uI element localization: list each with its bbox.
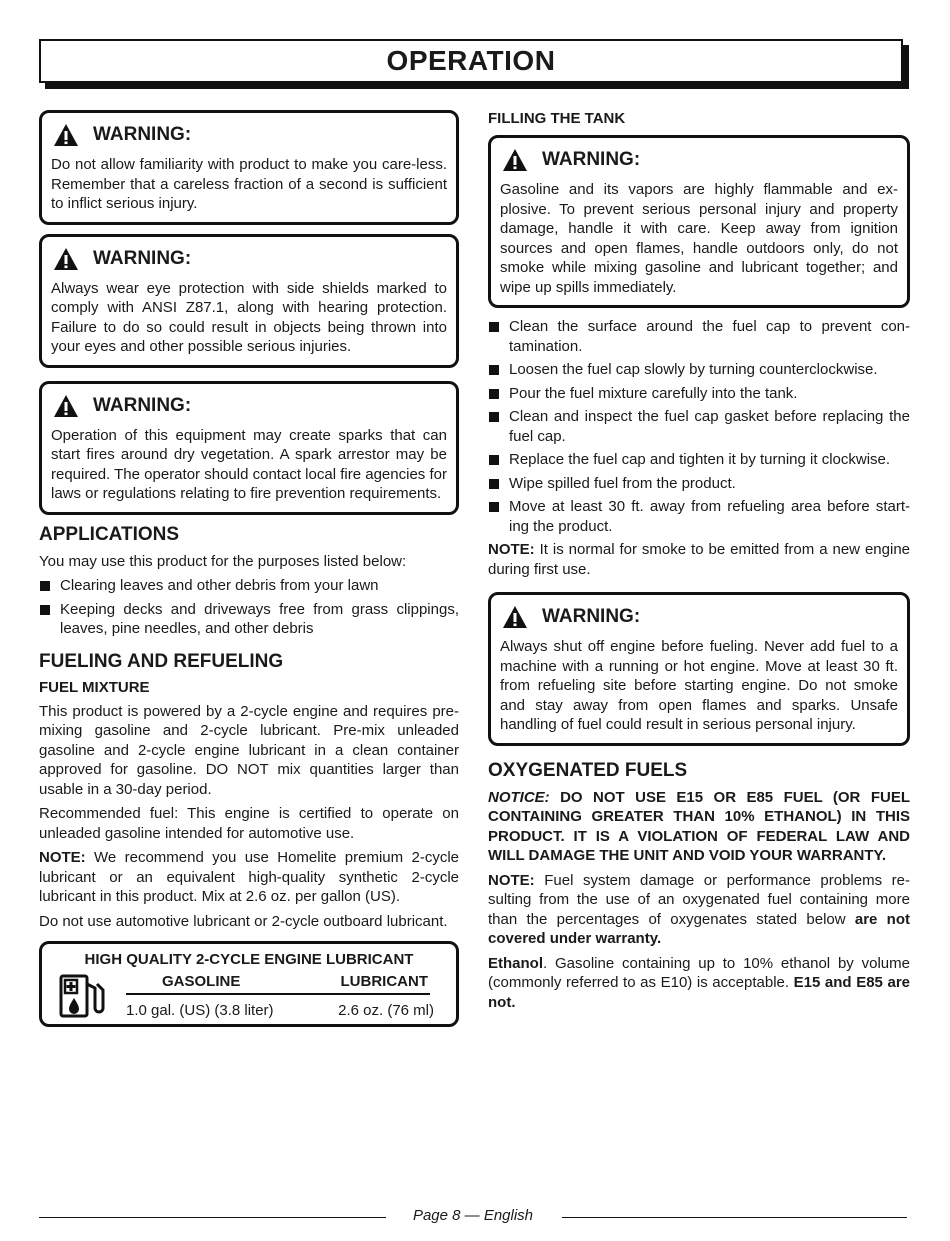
- fuel-pump-icon: [59, 974, 111, 1018]
- notice-label: NOTICE:: [488, 788, 550, 806]
- filling-steps-list: [488, 317, 910, 536]
- list-item: Loosen the fuel cap slowly by turning counterclockwise.: [488, 360, 910, 380]
- column-header-lubricant: LUBRICANT: [340, 973, 428, 990]
- note-text: We recommend you use Homelite premium 2-cycle lubricant or an equivalent high-quality synthetic 2-cycle lubricant in this product. Mix at 2.6 oz. per gallon (US).: [39, 849, 459, 905]
- list-item: Clean and inspect the fuel cap gasket before replacing the fuel cap.: [488, 407, 910, 446]
- recommended-fuel-paragraph: Recommended fuel: This engine is certified to operate on unleaded gasoline intended for automotive use.: [39, 805, 459, 842]
- applications-heading: APPLICATIONS: [39, 523, 180, 545]
- note-paragraph: [488, 540, 910, 579]
- warning-triangle-icon: [53, 394, 79, 418]
- page-title: OPERATION: [39, 39, 903, 83]
- warning-box-sparks: [39, 381, 459, 515]
- note-label: NOTE:: [488, 871, 535, 889]
- fuel-mixture-paragraph: This product is powered by a 2-cycle engine and requires pre-mixing gasoline and 2-cycle lubricant. Pre-mix unleaded gasoline and 2-cycle engine lubricant in a clean container approved for gasoline. DO NOT mix quantities larger than usable in a 30-day period.: [39, 702, 459, 798]
- lubricant-caution-paragraph: Do not use automotive lubricant or 2-cycle outboard lubricant.: [39, 912, 448, 930]
- oxygenated-note-paragraph: [488, 871, 910, 949]
- ethanol-bold-text: E15 and E85 are not.: [488, 974, 910, 1011]
- list-item: Clearing leaves and other debris from your lawn: [39, 576, 459, 596]
- operation-banner: [39, 39, 903, 83]
- warning-text: Gasoline and its vapors are highly flammable and ex-plosive. To prevent serious personal injury and property damage, handle it with care. Keep away from ignition sources and open flames, handle outdoors only, do not smoke while mixing gasoline and lubricant together; and wipe up spills immediately.: [500, 181, 898, 296]
- list-item: Pour the fuel mixture carefully into the tank.: [488, 384, 910, 404]
- warning-text: Do not allow familiarity with product to make you care-less. Remember that a careless fraction of a second is sufficient to inflict serious injury.: [51, 156, 447, 212]
- fuel-mixture-subheading: FUEL MIXTURE: [39, 678, 150, 696]
- note-label: NOTE:: [488, 541, 535, 558]
- warning-label: WARNING:: [93, 124, 192, 145]
- warning-text: Operation of this equipment may create sparks that can start fires around dry vegetation. A spark arrestor may be required. The operator should contact local fire agencies for laws or regulations relating to fire prevention requirements.: [51, 426, 447, 502]
- warning-label: WARNING:: [93, 247, 192, 269]
- ethanol-text: . Gasoline containing up to 10% ethanol by volume (commonly referred to as E10) is acceptable.: [488, 954, 910, 991]
- applications-list: [39, 576, 459, 639]
- warning-box-gasoline: [488, 135, 910, 308]
- lubricant-table-header: [126, 973, 430, 995]
- right-column: [488, 108, 910, 1017]
- warning-text: Always wear eye protection with side shields marked to comply with ANSI Z87.1, along with hearing protection. Failure to do so could result in objects being thrown into your eyes and other possible serious injuries.: [51, 279, 447, 355]
- warning-label: WARNING:: [93, 394, 192, 416]
- warning-box-shut-off-engine: [488, 592, 910, 746]
- note-text: It is normal for smoke to be emitted from a new engine during first use.: [488, 541, 910, 578]
- warning-triangle-icon: [53, 123, 79, 147]
- gasoline-value: 1.0 gal. (US) (3.8 liter): [126, 1002, 274, 1019]
- list-item: Move at least 30 ft. away from refueling area before start-ing the product.: [488, 497, 910, 536]
- filling-tank-heading: FILLING THE TANK: [488, 110, 626, 127]
- warning-label: WARNING:: [542, 606, 641, 627]
- list-item: Wipe spilled fuel from the product.: [488, 474, 910, 494]
- list-item: Replace the fuel cap and tighten it by turning it clockwise.: [488, 450, 910, 470]
- warning-triangle-icon: [53, 247, 79, 271]
- left-column: [39, 110, 459, 1027]
- list-item: Keeping decks and driveways free from grass clippings, leaves, pine needles, and other debris: [39, 600, 459, 639]
- lubricant-table-box: [39, 941, 459, 1027]
- footer-rule-right: [562, 1217, 907, 1218]
- page-number: Page 8 — English: [412, 1207, 534, 1224]
- note-paragraph: [39, 848, 459, 907]
- ethanol-label: Ethanol: [488, 954, 543, 972]
- ethanol-paragraph: [488, 954, 910, 1013]
- note-text: Fuel system damage or performance problems re-sulting from the use of an oxygenated fuel containing more than the percentages of oxygenates stated below: [488, 871, 910, 928]
- column-header-gasoline: GASOLINE: [162, 973, 241, 990]
- notice-paragraph: [488, 788, 910, 866]
- note-label: NOTE:: [39, 849, 86, 866]
- oxygenated-fuels-heading: OXYGENATED FUELS: [488, 759, 688, 781]
- list-item: Clean the surface around the fuel cap to prevent con-tamination.: [488, 317, 910, 356]
- notice-text: DO NOT USE E15 OR E85 FUEL (OR FUEL CONTAINING GREATER THAN 10% ETHANOL) IN THIS PRODUCT. IT IS A VIOLATION OF FEDERAL LAW AND WILL DAMAGE THE UNIT AND VOID YOUR WARRANTY.: [488, 788, 910, 864]
- warning-triangle-icon: [502, 148, 528, 172]
- warning-text: Always shut off engine before fueling. Never add fuel to a machine with a running or hot engine. Move at least 30 ft. from refueling site before starting engine. Do not smoke and stay away from open flames and sparks. Unsafe handling of fuel could result in serious personal injury.: [500, 638, 898, 733]
- warning-box-familiarity: [39, 110, 459, 225]
- fueling-heading: FUELING AND REFUELING: [39, 650, 284, 672]
- lubricant-table-title: HIGH QUALITY 2-CYCLE ENGINE LUBRICANT: [84, 951, 414, 968]
- page-footer: [39, 1206, 907, 1226]
- note-bold-text: are not covered under warranty.: [488, 910, 910, 947]
- warning-triangle-icon: [502, 605, 528, 629]
- warning-label: WARNING:: [542, 149, 641, 170]
- lubricant-value: 2.6 oz. (76 ml): [338, 1002, 434, 1019]
- warning-box-eye-protection: [39, 234, 459, 368]
- applications-intro: You may use this product for the purposes listed below:: [39, 552, 407, 570]
